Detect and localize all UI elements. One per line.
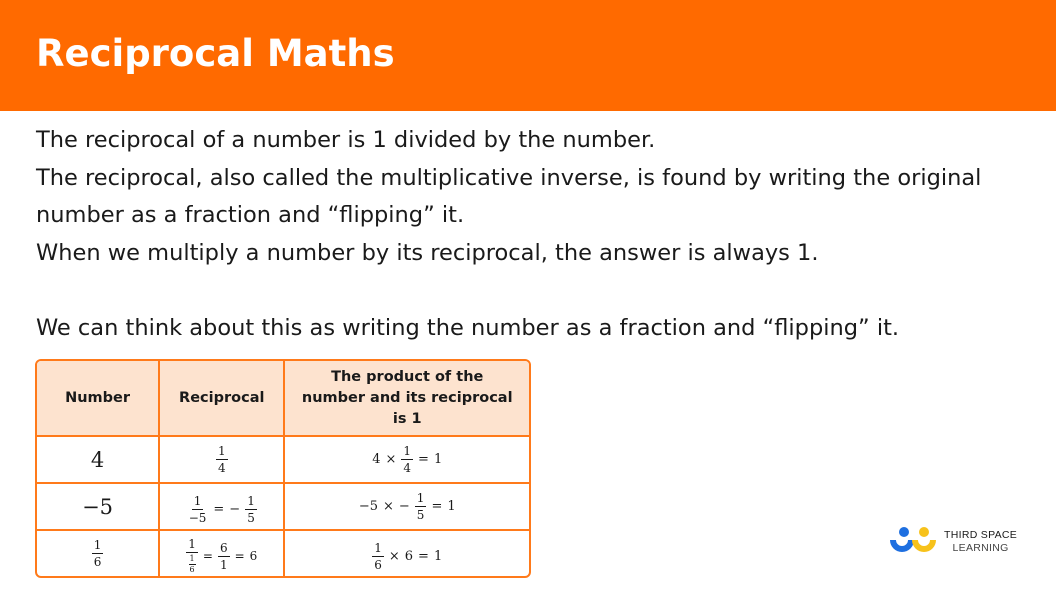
table-row xyxy=(37,437,529,484)
denominator: 6 xyxy=(189,565,195,574)
denominator: 1 xyxy=(219,557,228,572)
cell-number xyxy=(37,484,160,531)
number-value: −5 xyxy=(82,494,114,519)
numerator: 1 xyxy=(403,444,412,458)
reciprocal-table xyxy=(35,359,531,578)
third-space-learning-logo-icon xyxy=(888,526,938,556)
equals-sign: = xyxy=(431,499,443,514)
flipped-fraction xyxy=(218,542,230,571)
cell-product xyxy=(285,437,529,484)
equals-sign: = xyxy=(202,549,213,563)
cell-number xyxy=(37,437,160,484)
equals-sign: = xyxy=(234,549,245,563)
numerator: 1 xyxy=(193,493,202,508)
result: 1 xyxy=(433,452,443,467)
result: 1 xyxy=(433,548,443,564)
intro-line-product: When we multiply a number by its reciprocal, the answer is always 1. xyxy=(36,239,819,266)
equals-sign: = xyxy=(418,548,429,564)
header-product: The product of the number and its reciprocal is 1 xyxy=(285,361,529,437)
reciprocal-fraction xyxy=(187,495,209,524)
product-expression xyxy=(359,492,456,521)
denominator: −5 xyxy=(188,510,207,525)
reciprocal-expression xyxy=(187,495,257,524)
cell-reciprocal xyxy=(160,437,285,484)
numerator: 1 xyxy=(217,444,226,458)
operand: −5 xyxy=(358,499,378,514)
inner-fraction xyxy=(189,555,196,574)
table-row xyxy=(37,484,529,531)
product-expression xyxy=(372,445,442,474)
cell-reciprocal xyxy=(160,531,285,576)
product-fraction xyxy=(401,445,413,474)
minus-sign: − xyxy=(229,501,241,517)
numerator: 1 xyxy=(374,540,382,555)
denominator: 6 xyxy=(93,555,102,569)
denominator: 4 xyxy=(217,461,226,475)
header-number: Number xyxy=(37,361,160,437)
denominator xyxy=(187,553,198,574)
result: 6 xyxy=(249,549,258,563)
numerator: 1 xyxy=(188,537,196,551)
minus-sign: − xyxy=(398,499,410,514)
table-row xyxy=(37,531,529,576)
cell-product xyxy=(285,531,529,576)
times-sign: × xyxy=(385,452,397,467)
numerator: 1 xyxy=(189,554,195,563)
times-sign: × xyxy=(388,548,400,564)
denominator: 5 xyxy=(416,508,425,522)
reciprocal-expression xyxy=(186,538,257,574)
table-header-row xyxy=(37,361,529,437)
operand: 6 xyxy=(404,548,414,564)
number-fraction xyxy=(92,539,104,568)
cell-reciprocal xyxy=(160,484,285,531)
cell-number xyxy=(37,531,160,576)
intro-text xyxy=(36,122,1051,347)
reciprocal-fraction xyxy=(216,445,228,474)
header-banner xyxy=(0,0,1056,111)
numerator: 1 xyxy=(247,493,255,508)
intro-line-inverse: The reciprocal, also called the multiplicative inverse, is found by writing the original number as a fraction and “flipping” it. xyxy=(36,164,982,228)
logo-line-1: THIRD SPACE xyxy=(944,529,1018,541)
intro-line-definition: The reciprocal of a number is 1 divided by the number. xyxy=(36,127,656,153)
simplified-fraction xyxy=(245,495,257,524)
denominator: 4 xyxy=(403,461,412,475)
product-expression xyxy=(372,542,442,571)
page-title: Reciprocal Maths xyxy=(36,32,395,75)
equals-sign: = xyxy=(213,501,225,517)
times-sign: × xyxy=(382,499,394,514)
third-space-learning-logo xyxy=(888,526,1028,556)
product-fraction xyxy=(372,542,384,571)
equals-sign: = xyxy=(418,452,429,467)
cell-product xyxy=(285,484,529,531)
logo-text xyxy=(944,529,1017,554)
operand: 4 xyxy=(372,452,381,467)
compound-fraction xyxy=(186,538,198,574)
numerator: 6 xyxy=(219,540,228,555)
number-value: 4 xyxy=(90,447,105,472)
result: 1 xyxy=(447,499,456,514)
denominator: 6 xyxy=(374,557,382,572)
header-reciprocal: Reciprocal xyxy=(160,361,285,437)
intro-line-flipping: We can think about this as writing the number as a fraction and “flipping” it. xyxy=(36,314,900,341)
denominator: 5 xyxy=(247,510,255,525)
logo-line-2: LEARNING xyxy=(952,541,1009,554)
numerator: 1 xyxy=(416,491,425,505)
product-fraction xyxy=(415,492,427,521)
numerator: 1 xyxy=(93,538,102,552)
